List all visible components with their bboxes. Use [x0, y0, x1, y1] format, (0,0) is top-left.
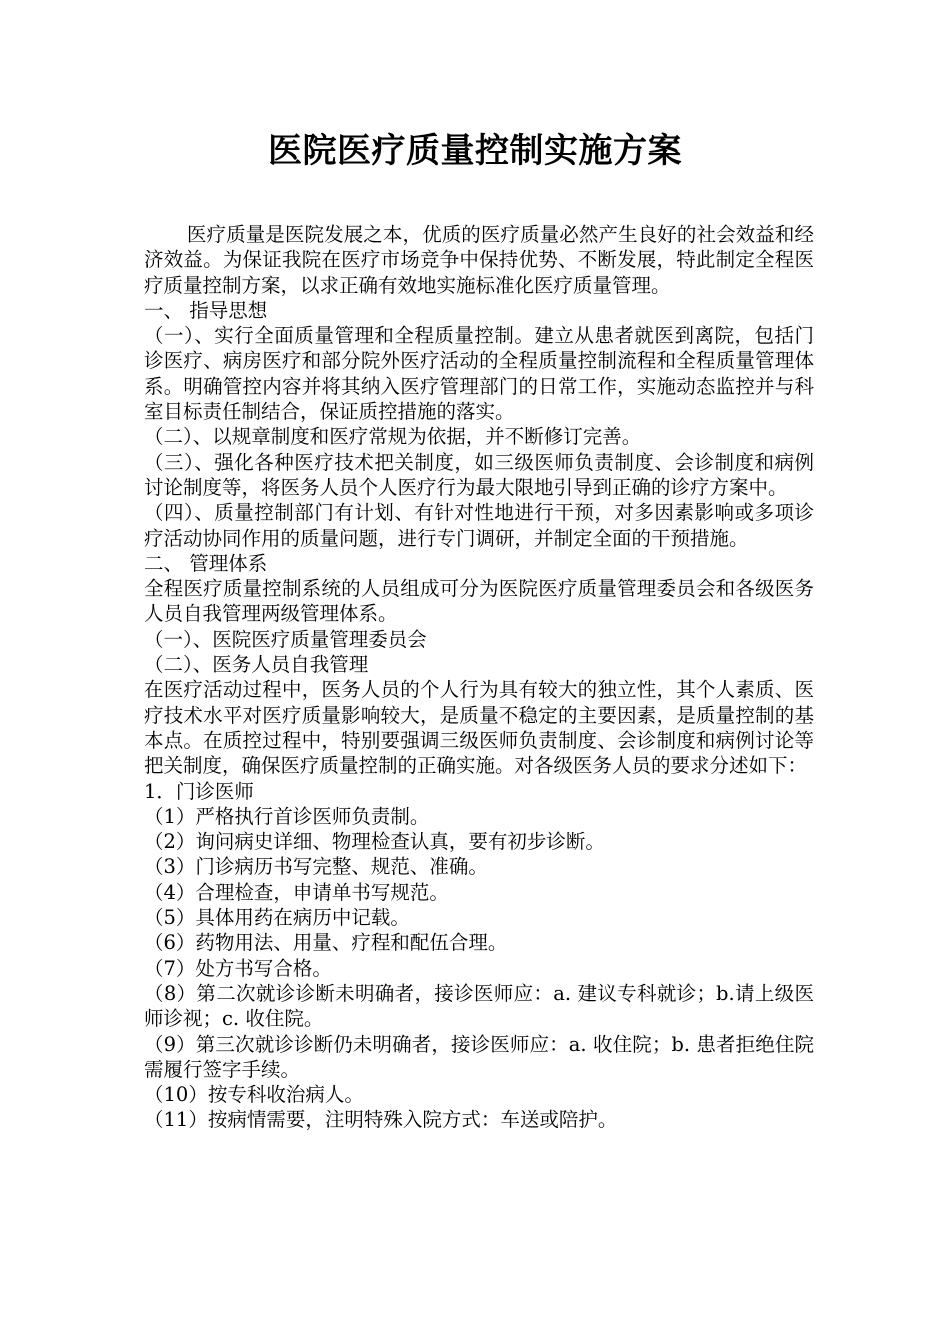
paragraph-item-4: （四）、质量控制部门有计划、有针对性地进行干预，对多因素影响或多项诊疗活动协同作用的质量问题，进行专门调研，并制定全面的干预措施。 — [144, 501, 814, 550]
section-heading-management-system: 二、 管理体系 — [144, 551, 268, 575]
list-item: （11）按病情需要，注明特殊入院方式：车送或陪护。 — [144, 1108, 618, 1132]
paragraph-item-2: （二）、以规章制度和医疗常规为依据，并不断修订完善。 — [144, 425, 642, 449]
paragraph-committee: （一）、医院医疗质量管理委员会 — [144, 627, 427, 651]
list-item: （10）按专科收治病人。 — [144, 1083, 364, 1107]
document-title: 医院医疗质量控制实施方案 — [268, 131, 682, 171]
list-item: （2）询问病史详细、物理检查认真，要有初步诊断。 — [144, 830, 605, 854]
list-item: （4）合理检查，申请单书写规范。 — [144, 880, 449, 904]
document-body — [144, 222, 814, 1133]
list-item: （7）处方书写合格。 — [144, 956, 332, 980]
list-item: （9）第三次就诊诊断仍未明确者，接诊医师应：a. 收住院；b. 患者拒绝住院需履行签字手续。 — [144, 1032, 814, 1081]
list-item: （3）门诊病历书写完整、规范、准确。 — [144, 855, 488, 879]
paragraph-item-3: （三）、强化各种医疗技术把关制度，如三级医师负责制度、会诊制度和病例讨论制度等，将医务人员个人医疗行为最大限地引导到正确的诊疗方案中。 — [144, 450, 814, 499]
subheading-outpatient-doctor: 1．门诊医师 — [144, 779, 254, 803]
list-item: （5）具体用药在病历中记载。 — [144, 906, 410, 930]
paragraph-self-management-detail: 在医疗活动过程中，医务人员的个人行为具有较大的独立性，其个人素质、医疗技术水平对医疗质量影响较大，是质量不稳定的主要因素，是质量控制的基本点。在质控过程中，特别要强调三级医师负责制度、会诊制度和病例讨论等把关制度，确保医疗质量控制的正确实施。对各级医务人员的要求分述如下： — [144, 678, 814, 778]
paragraph-item-1: （一）、实行全面质量管理和全程质量控制。建立从患者就医到离院，包括门诊医疗、病房医疗和部分院外医疗活动的全程质量控制流程和全程质量管理体系。明确管控内容并将其纳入医疗管理部门的日常工作，实施动态监控并与科室目标责任制结合，保证质控措施的落实。 — [144, 324, 814, 424]
list-item: （8）第二次就诊诊断未明确者，接诊医师应：a. 建议专科就诊；b.请上级医师诊视；c. 收住院。 — [144, 981, 814, 1031]
section-heading-guiding-ideology: 一、 指导思想 — [144, 298, 268, 322]
paragraph-self-management: （二）、医务人员自我管理 — [144, 653, 369, 677]
list-item: （1）严格执行首诊医师负责制。 — [144, 804, 430, 828]
intro-paragraph: 医疗质量是医院发展之本，优质的医疗质量必然产生良好的社会效益和经济效益。为保证我院在医疗市场竞争中保持优势、不断发展，特此制定全程医疗质量控制方案，以求正确有效地实施标准化医疗质量管理。 — [144, 223, 814, 297]
list-item: （6）药物用法、用量、疗程和配伍合理。 — [144, 931, 508, 955]
paragraph-system-overview: 全程医疗质量控制系统的人员组成可分为医院医疗质量管理委员会和各级医务人员自我管理两级管理体系。 — [144, 577, 814, 626]
